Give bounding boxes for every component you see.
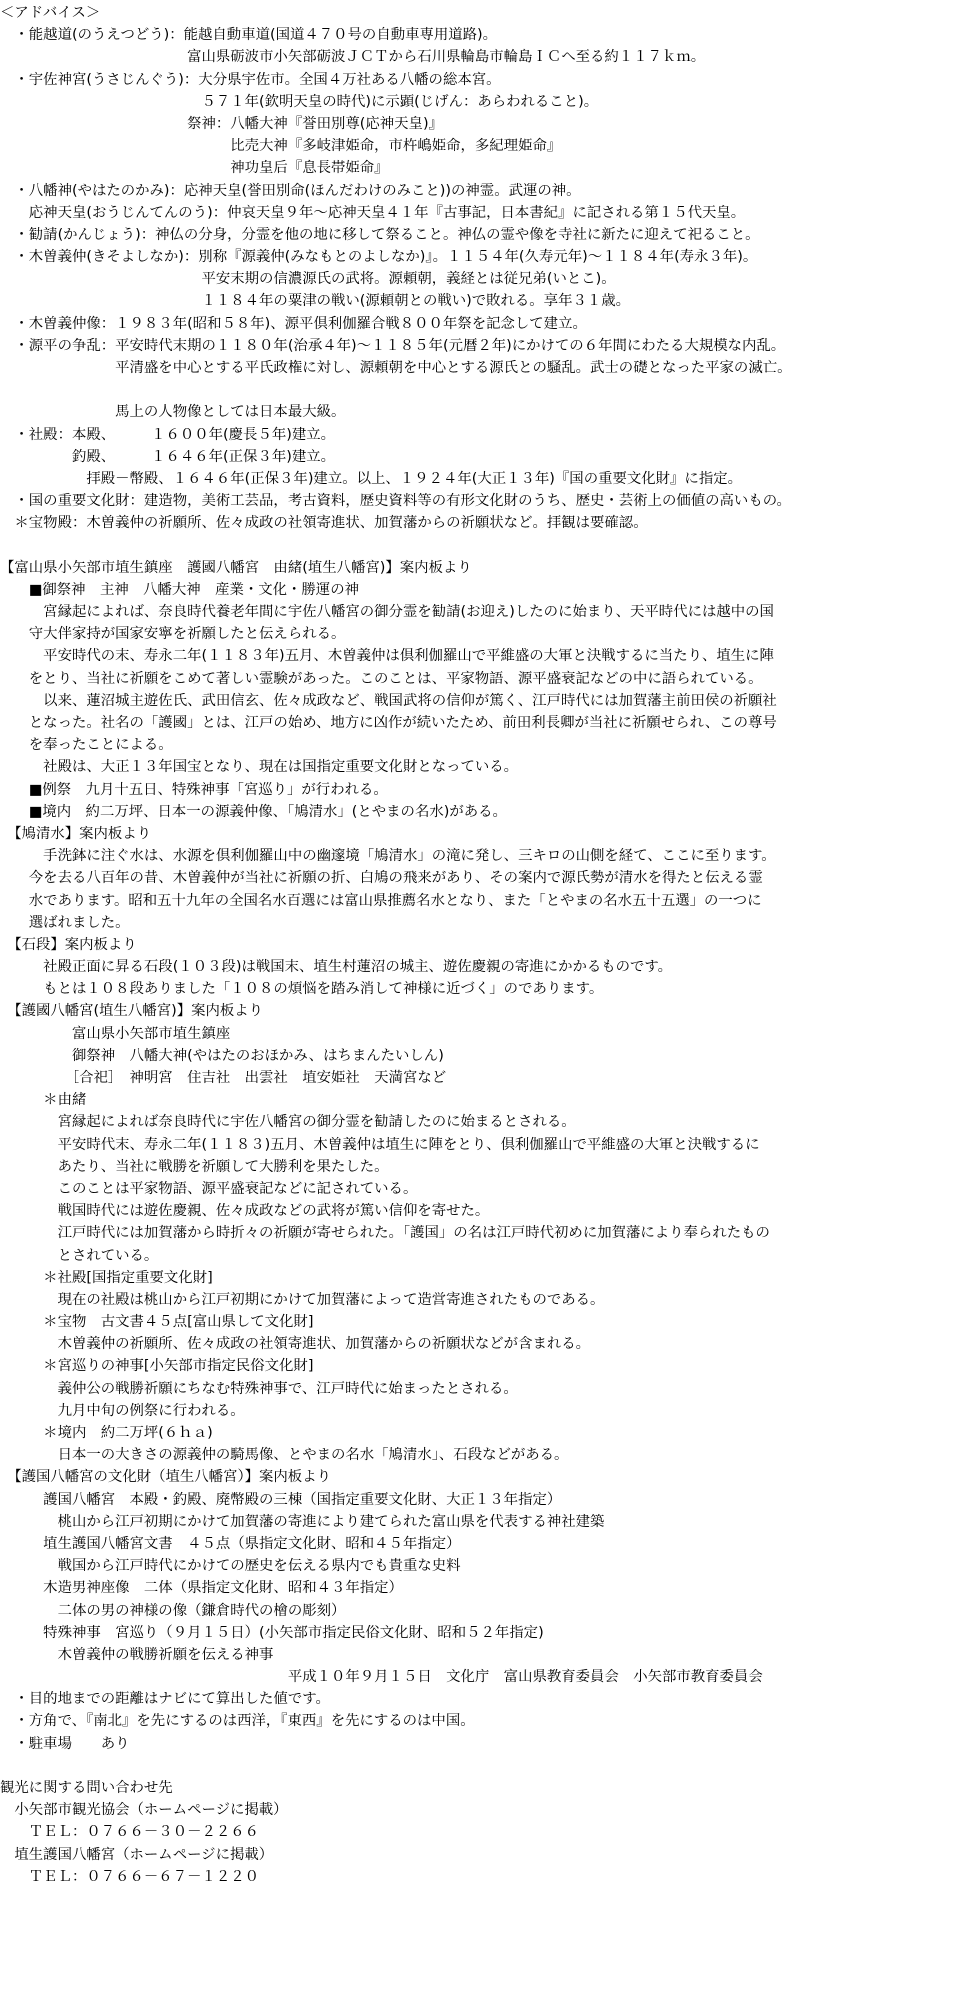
text-line: 埴生護国八幡宮文書 ４５点（県指定文化財、昭和４５年指定） xyxy=(0,1535,461,1552)
text-line: をとり、当社に祈願をこめて著しい霊験があった。このことは、平家物語、源平盛衰記などの中に語られている。 xyxy=(0,670,763,687)
text-line: 木造男神座像 二体（県指定文化財、昭和４３年指定） xyxy=(0,1580,403,1597)
text-line: 二体の男の神様の像（鎌倉時代の檜の彫刻） xyxy=(0,1602,346,1619)
text-line: 現在の社殿は桃山から江戸初期にかけて加賀藩によって造営寄進されたものである。 xyxy=(0,1291,605,1308)
text-line: 守大伴家持が国家安寧を祈願したと伝えられる。 xyxy=(0,626,346,643)
text-line: 今を去る八百年の昔、木曽義仲が当社に祈願の折、白鳩の飛来があり、その案内で源氏勢が清水を得たと伝える霊 xyxy=(0,870,763,887)
text-line: 手洗鉢に注ぐ水は、水源を倶利伽羅山中の幽邃境「鳩清水」の滝に発し、三キロの山側を経て、ここに至ります。 xyxy=(0,848,776,865)
text-line: 特殊神事 宮巡り（９月１５日）(小矢部市指定民俗文化財、昭和５２年指定) xyxy=(0,1624,544,1641)
document-body xyxy=(0,2,970,1888)
text-line: 日本一の大きさの源義仲の騎馬像、とやまの名水「鳩清水」、石段などがある。 xyxy=(0,1447,569,1464)
text-line: とされている。 xyxy=(0,1247,159,1264)
text-line: ・木曽義仲像：１９８３年(昭和５８年)、源平倶利伽羅合戦８００年祭を記念して建立。 xyxy=(0,315,587,332)
text-line: 九月中旬の例祭に行われる。 xyxy=(0,1402,245,1419)
text-line: ５７１年(欽明天皇の時代)に示顕(じげん：あらわれること)。 xyxy=(0,93,599,110)
text-line: 木曽義仲の戦勝祈願を伝える神事 xyxy=(0,1646,274,1663)
text-line: 平安時代末、寿永二年(１１８３)五月、木曽義仲は埴生に陣をとり、倶利伽羅山で平維盛の大軍と決戦するに xyxy=(0,1136,760,1153)
text-line: １１８４年の粟津の戦い(源頼朝との戦い)で敗れる。享年３１歳。 xyxy=(0,293,631,310)
text-line: 社殿は、大正１３年国宝となり、現在は国指定重要文化財となっている。 xyxy=(0,759,519,776)
text-line: 【石段】案内板より xyxy=(0,936,137,953)
text-line: ・宇佐神宮(うさじんぐう)：大分県宇佐市。全国４万社ある八幡の総本宮。 xyxy=(0,71,501,88)
text-line: 平成１０年９月１５日 文化庁 富山県教育委員会 小矢部市教育委員会 xyxy=(0,1669,763,1686)
text-line: 富山県小矢部市埴生鎮座 xyxy=(0,1025,231,1042)
text-line: 平安時代の末、寿永二年(１１８３年)五月、木曽義仲は倶利伽羅山で平維盛の大軍と決戦するに当たり、埴生に陣 xyxy=(0,648,774,665)
text-line: ・勧請(かんじょう)：神仏の分身，分霊を他の地に移して祭ること。神仏の霊や像を寺社に新たに迎えて祀ること。 xyxy=(0,226,760,243)
text-line: 以来、蓮沼城主遊佐氏、武田信玄、佐々成政など、戦国武将の信仰が篤く、江戸時代には加賀藩主前田侯の祈願社 xyxy=(0,692,777,709)
text-line: もとは１０８段ありました「１０８の煩悩を踏み消して神様に近づく」のであります。 xyxy=(0,981,604,998)
text-line: ＴＥＬ：０７６６－３０－２２６６ xyxy=(0,1824,260,1841)
text-line: ・国の重要文化財：建造物，美術工芸品，考古資料，歴史資料等の有形文化財のうち、歴史・芸術上の価値の高いもの。 xyxy=(0,493,791,510)
text-line: このことは平家物語、源平盛衰記などに記されている。 xyxy=(0,1180,418,1197)
text-line: ＊境内 約二万坪(６ｈａ) xyxy=(0,1425,213,1441)
text-line: ＊宝物 古文書４５点[富山県して文化財] xyxy=(0,1314,314,1331)
text-line: 御祭神 八幡大神(やはたのおほかみ、はちまんたいしん) xyxy=(0,1047,444,1064)
text-line: 水であります。昭和五十九年の全国名水百選には富山県推薦名水となり、また「とやまの名水五十五選」の一つに xyxy=(0,892,762,909)
text-line: 平安末期の信濃源氏の武将。源頼朝，義経とは従兄弟(いとこ)。 xyxy=(0,271,616,288)
text-line: 戦国時代には遊佐慶親、佐々成政などの武将が篤い信仰を寄せた。 xyxy=(0,1203,490,1220)
text-line: ・能越道(のうえつどう)：能越自動車道(国道４７０号の自動車専用道路)。 xyxy=(0,27,498,44)
text-line: ［合祀］ 神明宮 住吉社 出雲社 埴安姫社 天満宮など xyxy=(0,1070,447,1086)
text-line: ＊宝物殿：木曽義仲の祈願所、佐々成政の社領寄進状、加賀藩からの祈願状など。拝観は要確認。 xyxy=(0,515,648,532)
text-line: ＜アドバイス＞ xyxy=(0,5,101,21)
text-line: 釣殿、 １６４６年(正保３年)建立。 xyxy=(0,448,336,465)
text-line: 【護国八幡宮の文化財（埴生八幡宮）】案内板より xyxy=(0,1469,331,1486)
text-line: 義仲公の戦勝祈願にちなむ特殊神事で、江戸時代に始まったとされる。 xyxy=(0,1380,518,1397)
text-line: 【護國八幡宮(埴生八幡宮)】案内板より xyxy=(0,1003,264,1020)
text-line: ・駐車場 あり xyxy=(0,1735,130,1752)
text-line: ■御祭神 主神 八幡大神 産業・文化・勝運の神 xyxy=(0,581,359,598)
text-line: 木曽義仲の祈願所、佐々成政の社領寄進状、加賀藩からの祈願状などが含まれる。 xyxy=(0,1336,591,1353)
text-line: 応神天皇(おうじんてんのう)：仲哀天皇９年～応神天皇４１年『古事記，日本書紀』に記される第１５代天皇。 xyxy=(0,204,746,221)
text-line: 社殿正面に昇る石段(１０３段)は戦国末、埴生村蓮沼の城主、遊佐慶親の寄進にかかるものです。 xyxy=(0,959,673,976)
text-line: ＊社殿[国指定重要文化財] xyxy=(0,1269,213,1286)
text-line: 宮縁起によれば、奈良時代養老年間に宇佐八幡宮の御分霊を勧請(お迎え)したのに始まり、天平時代には越中の国 xyxy=(0,604,774,621)
text-line: 選ばれました。 xyxy=(0,914,130,931)
text-line: ■境内 約二万坪、日本一の源義仲像、「鳩清水」(とやまの名水)がある。 xyxy=(0,803,507,820)
text-line: ＊由緒 xyxy=(0,1092,87,1109)
text-line: 【鳩清水】案内板より xyxy=(0,825,152,842)
text-line: 馬上の人物像としては日本最大級。 xyxy=(0,404,346,421)
text-line: 小矢部市観光協会（ホームページに掲載） xyxy=(0,1802,288,1819)
text-line: ・木曽義仲(きそよしなか)：別称『源義仲(みなもとのよしなか)』。１１５４年(久寿元年)～１１８４年(寿永３年)。 xyxy=(0,249,758,266)
text-line: ・源平の争乱：平安時代末期の１１８０年(治承４年)～１１８５年(元暦２年)にかけての６年間にわたる大規模な内乱。 xyxy=(0,337,786,354)
text-line: ＊宮巡りの神事[小矢部市指定民俗文化財] xyxy=(0,1358,314,1375)
text-line: 富山県砺波市小矢部砺波ＪＣＴから石川県輪島市輪島ＩＣへ至る約１１７ｋｍ。 xyxy=(0,49,706,66)
text-line: を奉ったことによる。 xyxy=(0,737,173,754)
text-line: ＴＥＬ：０７６６－６７－１２２０ xyxy=(0,1868,260,1885)
text-line: あたり、当社に戦勝を祈願して大勝利を果たした。 xyxy=(0,1158,389,1175)
text-line: 観光に関する問い合わせ先 xyxy=(0,1780,173,1796)
text-line: 戦国から江戸時代にかけての歴史を伝える県内でも貴重な史料 xyxy=(0,1558,461,1575)
text-line: となった。社名の「護國」とは、江戸の始め、地方に凶作が続いたため、前田利長卿が当社に祈願せられ、この尊号 xyxy=(0,715,777,731)
text-line: 桃山から江戸初期にかけて加賀藩の寄進により建てられた富山県を代表する神社建築 xyxy=(0,1513,605,1530)
text-line: 拝殿－幣殿、１６４６年(正保３年)建立。以上、１９２４年(大正１３年)『国の重要文化財』に指定。 xyxy=(0,470,742,487)
text-line: 埴生護国八幡宮（ホームページに掲載） xyxy=(0,1846,274,1863)
text-line: 宮縁起によれば奈良時代に宇佐八幡宮の御分霊を勧請したのに始まるとされる。 xyxy=(0,1114,576,1131)
blank-line xyxy=(0,535,970,557)
text-line: 平清盛を中心とする平氏政権に対し、源頼朝を中心とする源氏との騒乱。武士の礎となった平家の滅亡。 xyxy=(0,360,792,376)
text-line: 護国八幡宮 本殿・釣殿、廃幣殿の三棟（国指定重要文化財、大正１３年指定） xyxy=(0,1491,562,1508)
text-line: 【富山県小矢部市埴生鎮座 護國八幡宮 由緒(埴生八幡宮)】案内板より xyxy=(0,559,472,576)
text-line: ■例祭 九月十五日、特殊神事「宮巡り」が行われる。 xyxy=(0,781,388,798)
text-line: 江戸時代には加賀藩から時折々の祈願が寄せられた。「護国」の名は江戸時代初めに加賀藩により奉られたもの xyxy=(0,1225,770,1242)
text-line: ・社殿：本殿、 １６００年(慶長５年)建立。 xyxy=(0,426,336,443)
text-line: 祭神：八幡大神『誉田別尊(応神天皇)』 xyxy=(0,115,443,132)
text-line: ・八幡神(やはたのかみ)：応神天皇(誉田別命(ほんだわけのみこと))の神霊。武運の神。 xyxy=(0,182,581,199)
blank-line xyxy=(0,1755,970,1777)
text-line: 神功皇后『息長帯姫命』 xyxy=(0,160,389,177)
text-line: 比売大神『多岐津姫命，市杵嶋姫命，多紀理姫命』 xyxy=(0,138,562,155)
text-line: ・目的地までの距離はナビにて算出した値です。 xyxy=(0,1691,330,1708)
blank-line xyxy=(0,379,970,401)
text-line: ・方角で、『南北』を先にするのは西洋，『東西』を先にするのは中国。 xyxy=(0,1713,475,1730)
